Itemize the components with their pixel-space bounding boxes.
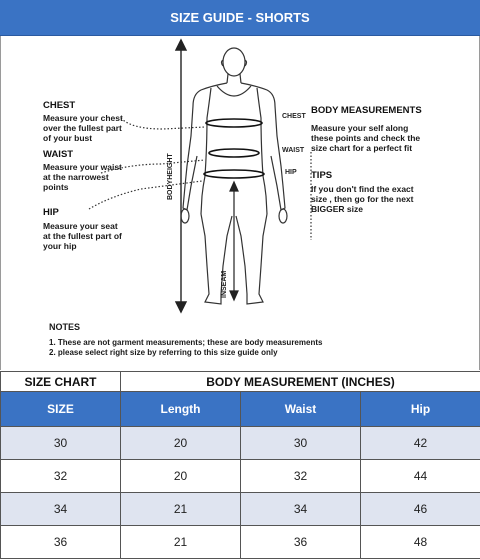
notes-title: NOTES bbox=[49, 322, 81, 332]
bodyheight-arrow bbox=[176, 40, 186, 312]
page-header bbox=[0, 0, 480, 36]
cell-length: 21 bbox=[121, 493, 241, 526]
note-item-1: 1. These are not garment measurements; these are body measurements bbox=[49, 338, 323, 347]
page-title: SIZE GUIDE - SHORTS bbox=[170, 10, 310, 25]
cell-waist: 30 bbox=[241, 427, 361, 460]
tips-text-3: BIGGER size bbox=[311, 204, 363, 214]
hip-text-1: Measure your seat bbox=[43, 221, 118, 231]
body-measurements-text-2: these points and check the bbox=[311, 133, 421, 143]
waist-text-3: points bbox=[43, 182, 69, 192]
hip-text-2: at the fullest part of bbox=[43, 231, 122, 241]
cell-size: 32 bbox=[1, 460, 121, 493]
cell-length: 21 bbox=[121, 526, 241, 559]
tips-title: TIPS bbox=[311, 170, 333, 181]
cell-length: 20 bbox=[121, 460, 241, 493]
header-hip: Hip bbox=[361, 392, 480, 427]
hip-band bbox=[204, 170, 264, 178]
cell-waist: 34 bbox=[241, 493, 361, 526]
cell-waist: 32 bbox=[241, 460, 361, 493]
chest-label: CHEST bbox=[282, 113, 306, 120]
size-chart-title: SIZE CHART bbox=[1, 372, 121, 392]
table-row bbox=[1, 526, 480, 559]
cell-size: 30 bbox=[1, 427, 121, 460]
chest-text-1: Measure your chest bbox=[43, 113, 123, 123]
hip-label: HIP bbox=[285, 169, 297, 176]
header-size: SIZE bbox=[1, 392, 121, 427]
measurement-figure bbox=[0, 36, 480, 370]
header-length: Length bbox=[121, 392, 241, 427]
chest-text-3: of your bust bbox=[43, 133, 93, 143]
waist-band bbox=[209, 149, 259, 157]
chest-text-2: over the fullest part bbox=[43, 123, 122, 133]
cell-hip: 48 bbox=[361, 526, 480, 559]
measurement-bands bbox=[204, 119, 264, 178]
body-measurements-text-1: Measure your self along bbox=[311, 123, 409, 133]
inseam-label: INSEAM bbox=[221, 270, 228, 298]
body-measurement-title: BODY MEASUREMENT (INCHES) bbox=[121, 372, 480, 392]
cell-size: 34 bbox=[1, 493, 121, 526]
table-row bbox=[1, 427, 480, 460]
cell-size: 36 bbox=[1, 526, 121, 559]
tips-text-1: If you don't find the exact bbox=[311, 184, 414, 194]
hip-text-3: your hip bbox=[43, 241, 77, 251]
bodyheight-label: BODYHEIGHT bbox=[167, 153, 174, 200]
waist-text-1: Measure your waist bbox=[43, 162, 122, 172]
cell-hip: 44 bbox=[361, 460, 480, 493]
cell-hip: 42 bbox=[361, 427, 480, 460]
chest-band bbox=[206, 119, 262, 127]
table-row bbox=[1, 493, 480, 526]
cell-length: 20 bbox=[121, 427, 241, 460]
inseam-arrow bbox=[230, 182, 238, 300]
leader-lines bbox=[89, 118, 311, 240]
note-item-2: 2. please select right size by referring to this size guide only bbox=[49, 348, 278, 357]
tips-text-2: size , then go for the next bbox=[311, 194, 414, 204]
chest-title: CHEST bbox=[43, 100, 76, 111]
size-chart-table bbox=[0, 371, 480, 559]
cell-waist: 36 bbox=[241, 526, 361, 559]
cell-hip: 46 bbox=[361, 493, 480, 526]
table-row bbox=[1, 460, 480, 493]
waist-label: WAIST bbox=[282, 147, 305, 154]
waist-text-2: at the narrowest bbox=[43, 172, 109, 182]
body-measurements-text-3: size chart for a perfect fit bbox=[311, 143, 413, 153]
hip-title: HIP bbox=[43, 207, 59, 218]
body-measurements-title: BODY MEASUREMENTS bbox=[311, 105, 422, 116]
waist-title: WAIST bbox=[43, 149, 74, 160]
header-waist: Waist bbox=[241, 392, 361, 427]
